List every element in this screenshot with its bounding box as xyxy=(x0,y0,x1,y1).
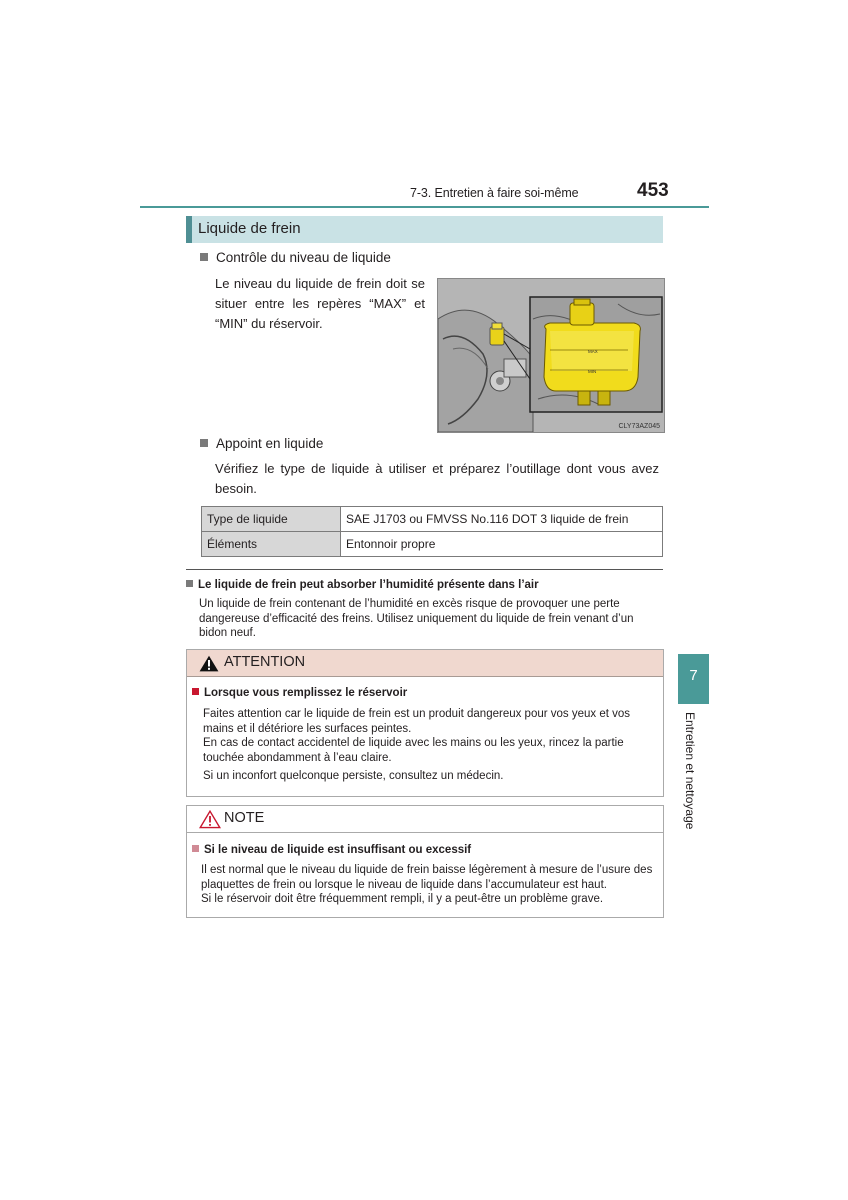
table-cell-value: SAE J1703 ou FMVSS No.116 DOT 3 liquide de frein xyxy=(341,507,663,532)
attention-body xyxy=(203,707,659,784)
level-check-text: Le niveau du liquide de frein doit se situer entre les repères “MAX” et “MIN” du réservoir. xyxy=(215,276,425,331)
page-number: 453 xyxy=(637,180,669,201)
red-square-bullet-icon xyxy=(192,688,199,695)
attention-box xyxy=(186,649,664,797)
caution-triangle-icon xyxy=(199,810,221,829)
attention-title: ATTENTION xyxy=(224,654,306,670)
section-divider xyxy=(186,569,663,570)
note-body xyxy=(201,863,659,907)
figure-code: CLY73AZ045 xyxy=(618,423,660,430)
humidity-text: Un liquide de frein contenant de l’humidité en excès risque de provoquer une perte dangereuse d’efficacité des freins. Utilisez uniquement du liquide de frein venant d’un bidon neuf. xyxy=(199,598,634,639)
header-rule xyxy=(140,206,709,208)
warning-triangle-icon xyxy=(199,655,219,672)
engine-bay-drawing xyxy=(438,279,664,432)
attention-heading-text: Lorsque vous remplissez le réservoir xyxy=(204,687,408,699)
humidity-heading xyxy=(186,579,539,591)
top-up-heading xyxy=(200,436,323,451)
running-header: 7-3. Entretien à faire soi-même xyxy=(410,186,579,200)
note-heading xyxy=(192,844,471,856)
fluid-table xyxy=(201,506,663,557)
note-title: NOTE xyxy=(224,810,265,826)
top-up-heading-text: Appoint en liquide xyxy=(216,436,324,451)
min-mark-label: MIN xyxy=(588,369,597,374)
chapter-tab-number[interactable]: 7 xyxy=(678,654,709,704)
square-bullet-icon xyxy=(200,439,208,447)
note-heading-text: Si le niveau de liquide est insuffisant ou excessif xyxy=(204,844,472,856)
attention-paragraph: Faites attention car le liquide de frein est un produit dangereux pour vos yeux et vos mains et il détériore les surfaces peintes. xyxy=(203,708,631,735)
attention-heading xyxy=(192,687,407,699)
chapter-tab-label: Entretien et nettoyage xyxy=(683,712,697,830)
attention-paragraph: En cas de contact accidentel de liquide avec les mains ou les yeux, rincez la partie touchée abondamment à l’eau claire. xyxy=(203,737,624,764)
table-cell-label: Éléments xyxy=(202,532,341,557)
note-box xyxy=(186,805,664,918)
brake-reservoir-illustration xyxy=(437,278,665,433)
max-mark-label: MAX xyxy=(588,349,598,354)
level-check-heading xyxy=(200,250,391,265)
square-bullet-icon xyxy=(186,580,193,587)
humidity-heading-text: Le liquide de frein peut absorber l’humidité présente dans l’air xyxy=(198,579,539,591)
attention-paragraph: Si un inconfort quelconque persiste, consultez un médecin. xyxy=(203,770,504,782)
table-row xyxy=(202,532,663,557)
level-check-heading-text: Contrôle du niveau de liquide xyxy=(216,250,391,265)
table-cell-label: Type de liquide xyxy=(202,507,341,532)
note-paragraph: Si le réservoir doit être fréquemment rempli, il y a peut-être un problème grave. xyxy=(201,893,604,905)
section-title-accent xyxy=(186,216,192,243)
table-row xyxy=(202,507,663,532)
top-up-text: Vérifiez le type de liquide à utiliser et préparez l’outillage dont vous avez besoin. xyxy=(215,461,659,496)
section-title: Liquide de frein xyxy=(198,220,301,237)
square-bullet-icon xyxy=(200,253,208,261)
table-cell-value: Entonnoir propre xyxy=(341,532,663,557)
note-paragraph: Il est normal que le niveau du liquide de frein baisse légèrement à mesure de l’usure des plaquettes de frein ou lorsque le niveau de liquide dans l’accumulateur est haut. xyxy=(201,864,653,891)
pink-square-bullet-icon xyxy=(192,845,199,852)
